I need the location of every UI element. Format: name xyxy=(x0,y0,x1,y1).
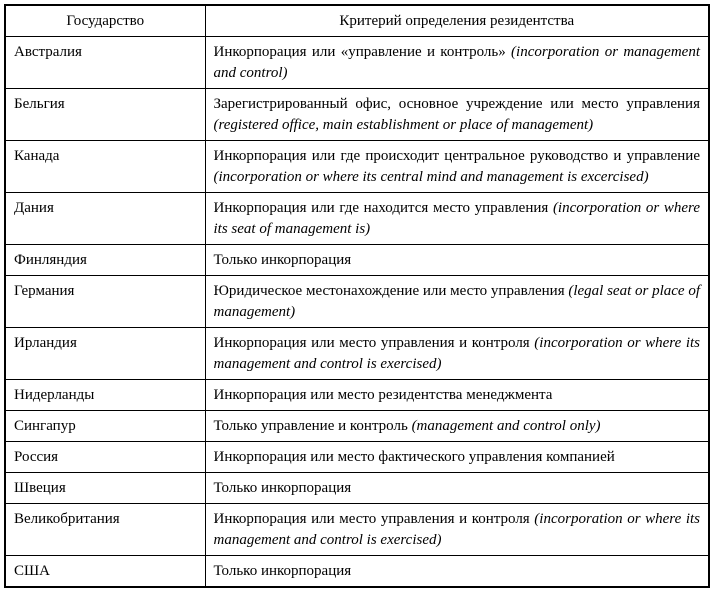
criterion-russian-text: Инкорпорация или место резидентства менеджмента xyxy=(213,387,553,403)
country-cell: Финляндия xyxy=(5,245,205,276)
country-cell: Швеция xyxy=(5,473,205,504)
country-cell: Канада xyxy=(5,141,205,193)
table-row xyxy=(5,380,709,411)
criterion-english-text: (management and control only) xyxy=(411,418,601,434)
table-row xyxy=(5,37,709,89)
criterion-cell xyxy=(205,504,709,556)
criterion-cell xyxy=(205,245,709,276)
criterion-cell xyxy=(205,473,709,504)
criterion-english-text: (incorporation or management and control) xyxy=(213,44,701,81)
table-row xyxy=(5,556,709,588)
country-cell: США xyxy=(5,556,205,588)
criterion-cell xyxy=(205,328,709,380)
criterion-russian-text: Инкорпорация или «управление и контроль» xyxy=(213,44,512,60)
table-row xyxy=(5,504,709,556)
header-row xyxy=(5,5,709,37)
country-cell: Германия xyxy=(5,276,205,328)
criterion-russian-text: Зарегистрированный офис, основное учреждение или место управления xyxy=(213,96,700,112)
criterion-cell xyxy=(205,276,709,328)
criterion-russian-text: Инкорпорация или место управления и контроля xyxy=(213,335,535,351)
criterion-english-text: (legal seat or place of management) xyxy=(213,283,701,320)
table-row xyxy=(5,411,709,442)
criterion-cell xyxy=(205,411,709,442)
criterion-russian-text: Только управление и контроль xyxy=(213,418,412,434)
criterion-russian-text: Инкорпорация или где находится место управления xyxy=(213,200,553,216)
table-row xyxy=(5,473,709,504)
criterion-russian-text: Инкорпорация или место фактического управления компанией xyxy=(213,449,615,465)
residency-table xyxy=(4,4,710,588)
table-row xyxy=(5,442,709,473)
header-country: Государство xyxy=(5,5,205,37)
criterion-english-text: (incorporation or where its central mind and management is excercised) xyxy=(213,169,649,185)
criterion-cell xyxy=(205,89,709,141)
table-body xyxy=(5,37,709,588)
criterion-cell xyxy=(205,380,709,411)
country-cell: Сингапур xyxy=(5,411,205,442)
criterion-cell xyxy=(205,442,709,473)
table-row xyxy=(5,328,709,380)
table-row xyxy=(5,89,709,141)
table-row xyxy=(5,193,709,245)
table-header xyxy=(5,5,709,37)
criterion-cell xyxy=(205,556,709,588)
country-cell: Австралия xyxy=(5,37,205,89)
country-cell: Дания xyxy=(5,193,205,245)
criterion-russian-text: Инкорпорация или место управления и контроля xyxy=(213,511,535,527)
criterion-russian-text: Только инкорпорация xyxy=(213,480,352,496)
country-cell: Ирландия xyxy=(5,328,205,380)
table-row xyxy=(5,245,709,276)
criterion-english-text: (registered office, main establishment or place of management) xyxy=(213,117,594,133)
criterion-russian-text: Только инкорпорация xyxy=(213,252,352,268)
country-cell: Россия xyxy=(5,442,205,473)
country-cell: Нидерланды xyxy=(5,380,205,411)
table-row xyxy=(5,141,709,193)
criterion-russian-text: Инкорпорация или где происходит центральное руководство и управление xyxy=(213,148,700,164)
criterion-cell xyxy=(205,141,709,193)
criterion-english-text: (incorporation or where its management and control is exercised) xyxy=(213,511,700,548)
table-row xyxy=(5,276,709,328)
header-criterion: Критерий определения резидентства xyxy=(205,5,709,37)
criterion-russian-text: Только инкорпорация xyxy=(213,563,352,579)
criterion-russian-text: Юридическое местонахождение или место управления xyxy=(213,283,569,299)
country-cell: Бельгия xyxy=(5,89,205,141)
criterion-cell xyxy=(205,193,709,245)
criterion-english-text: (incorporation or where its management and control is exercised) xyxy=(213,335,700,372)
country-cell: Великобритания xyxy=(5,504,205,556)
criterion-english-text: (incorporation or where its seat of management is) xyxy=(213,200,700,237)
criterion-cell xyxy=(205,37,709,89)
